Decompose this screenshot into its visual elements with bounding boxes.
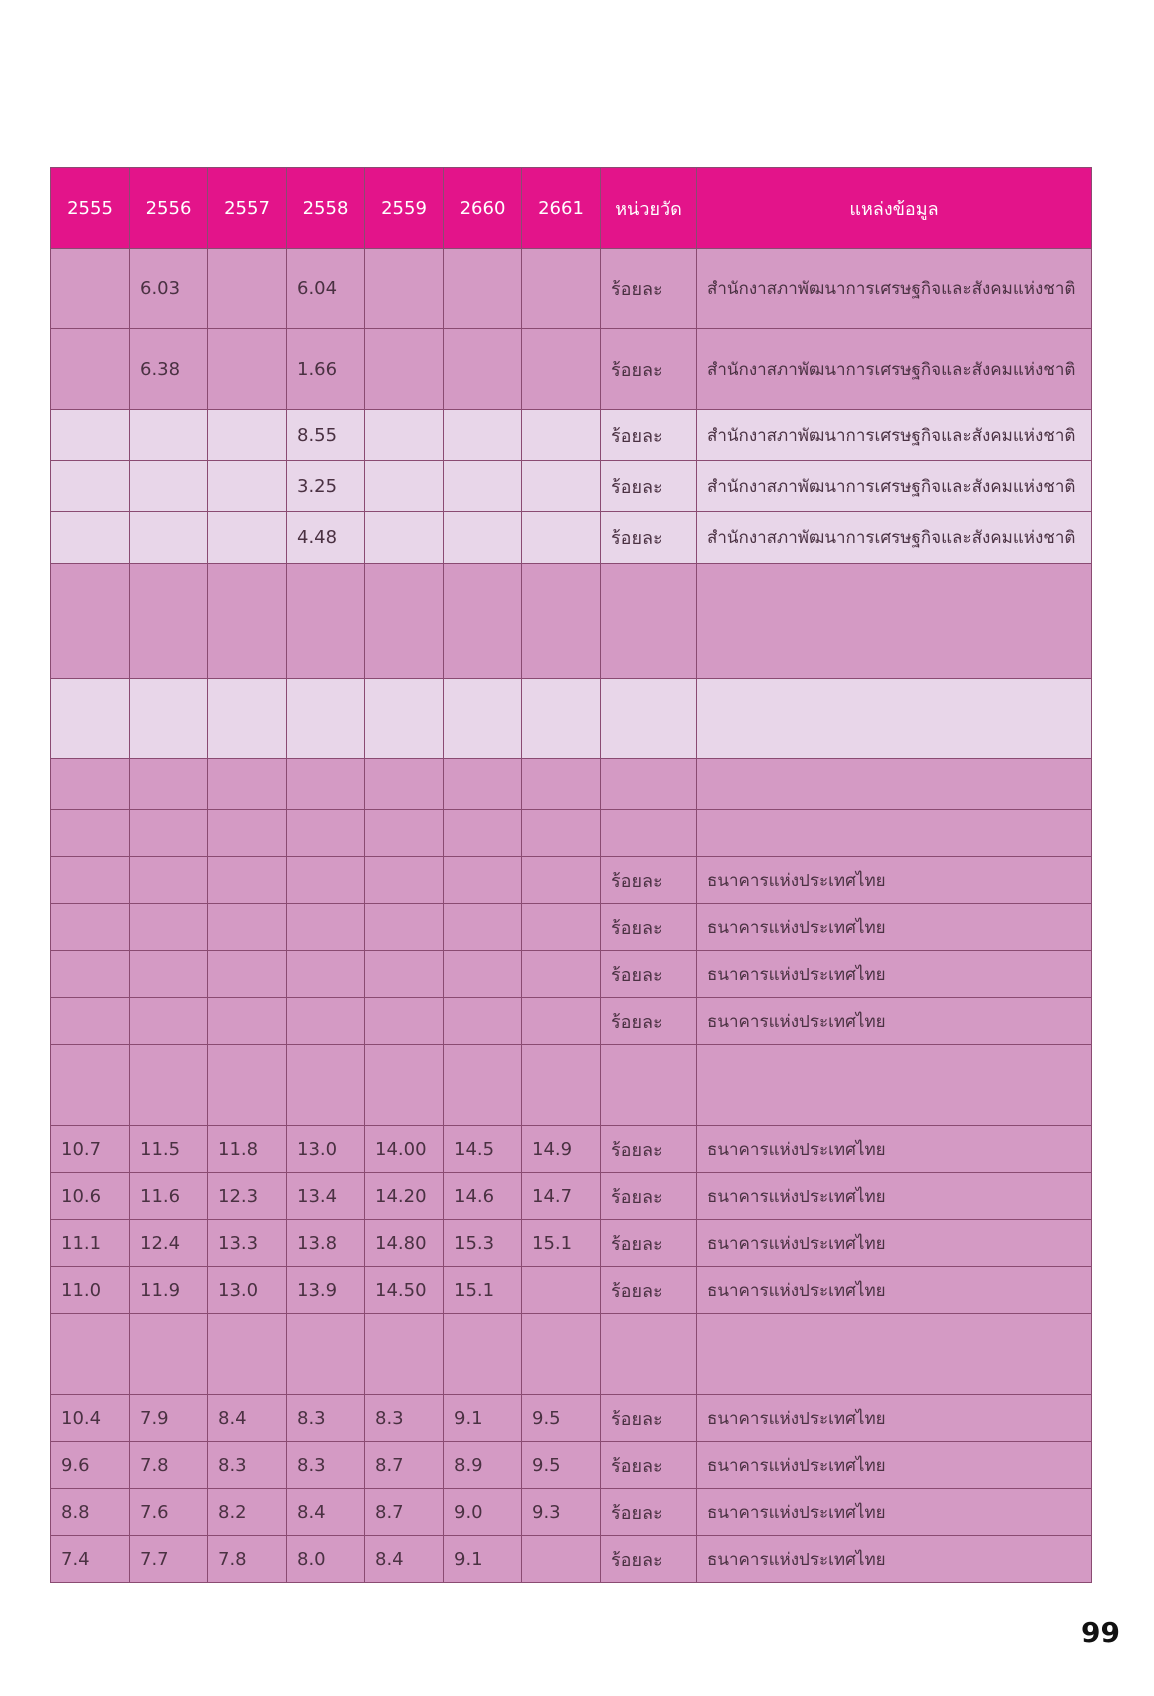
source-cell: ธนาคารแห่งประเทศไทย: [697, 1267, 1092, 1314]
value-cell: [522, 810, 601, 857]
header-cell: 2556: [130, 168, 208, 249]
value-cell: [522, 998, 601, 1045]
value-cell: 9.5: [522, 1442, 601, 1489]
value-cell: 13.8: [287, 1220, 365, 1267]
header-cell: 2661: [522, 168, 601, 249]
value-cell: [208, 410, 287, 461]
value-cell: 4.48: [287, 512, 365, 564]
value-cell: [287, 1314, 365, 1395]
value-cell: [51, 1314, 130, 1395]
table-row: [51, 1173, 1092, 1220]
value-cell: [444, 329, 522, 410]
table-row: [51, 1395, 1092, 1442]
source-cell: [697, 810, 1092, 857]
unit-cell: ร้อยละ: [601, 249, 697, 329]
value-cell: [51, 810, 130, 857]
value-cell: 11.9: [130, 1267, 208, 1314]
value-cell: [444, 759, 522, 810]
value-cell: 8.3: [287, 1442, 365, 1489]
value-cell: [287, 951, 365, 998]
value-cell: [208, 1314, 287, 1395]
value-cell: 13.4: [287, 1173, 365, 1220]
unit-cell: ร้อยละ: [601, 857, 697, 904]
value-cell: [444, 461, 522, 512]
value-cell: [130, 759, 208, 810]
value-cell: [444, 1045, 522, 1126]
value-cell: 15.3: [444, 1220, 522, 1267]
unit-cell: [601, 679, 697, 759]
value-cell: [522, 249, 601, 329]
value-cell: [51, 461, 130, 512]
value-cell: [130, 564, 208, 679]
source-cell: [697, 679, 1092, 759]
unit-cell: ร้อยละ: [601, 512, 697, 564]
value-cell: [522, 1045, 601, 1126]
value-cell: 8.9: [444, 1442, 522, 1489]
value-cell: 9.5: [522, 1395, 601, 1442]
value-cell: 13.3: [208, 1220, 287, 1267]
value-cell: [522, 679, 601, 759]
value-cell: 8.3: [365, 1395, 444, 1442]
unit-cell: ร้อยละ: [601, 1220, 697, 1267]
value-cell: 10.7: [51, 1126, 130, 1173]
unit-cell: ร้อยละ: [601, 1267, 697, 1314]
unit-cell: ร้อยละ: [601, 1489, 697, 1536]
value-cell: [208, 461, 287, 512]
value-cell: 11.0: [51, 1267, 130, 1314]
source-cell: ธนาคารแห่งประเทศไทย: [697, 904, 1092, 951]
value-cell: 8.8: [51, 1489, 130, 1536]
table-row: [51, 904, 1092, 951]
value-cell: [522, 1536, 601, 1583]
unit-cell: [601, 810, 697, 857]
value-cell: [208, 998, 287, 1045]
source-cell: [697, 1045, 1092, 1126]
table-row: [51, 1489, 1092, 1536]
value-cell: [444, 998, 522, 1045]
value-cell: 8.7: [365, 1442, 444, 1489]
value-cell: 11.1: [51, 1220, 130, 1267]
value-cell: [522, 512, 601, 564]
value-cell: [365, 857, 444, 904]
unit-cell: ร้อยละ: [601, 951, 697, 998]
value-cell: [444, 857, 522, 904]
value-cell: [365, 1314, 444, 1395]
value-cell: [287, 679, 365, 759]
source-cell: [697, 1314, 1092, 1395]
table-row: [51, 461, 1092, 512]
value-cell: 8.7: [365, 1489, 444, 1536]
header-cell: 2660: [444, 168, 522, 249]
unit-cell: ร้อยละ: [601, 1536, 697, 1583]
value-cell: [287, 564, 365, 679]
value-cell: 14.20: [365, 1173, 444, 1220]
value-cell: 14.50: [365, 1267, 444, 1314]
value-cell: [444, 904, 522, 951]
source-cell: ธนาคารแห่งประเทศไทย: [697, 1536, 1092, 1583]
table-body: [51, 249, 1092, 1583]
value-cell: [130, 1045, 208, 1126]
value-cell: 10.4: [51, 1395, 130, 1442]
value-cell: [130, 1314, 208, 1395]
unit-cell: ร้อยละ: [601, 1395, 697, 1442]
table-row: [51, 951, 1092, 998]
table-row: [51, 1442, 1092, 1489]
value-cell: 7.8: [208, 1536, 287, 1583]
value-cell: [365, 679, 444, 759]
value-cell: [208, 951, 287, 998]
value-cell: 8.0: [287, 1536, 365, 1583]
unit-cell: ร้อยละ: [601, 1126, 697, 1173]
unit-cell: ร้อยละ: [601, 998, 697, 1045]
value-cell: 1.66: [287, 329, 365, 410]
value-cell: [365, 329, 444, 410]
source-cell: ธนาคารแห่งประเทศไทย: [697, 1395, 1092, 1442]
value-cell: [444, 249, 522, 329]
value-cell: [444, 512, 522, 564]
value-cell: 11.5: [130, 1126, 208, 1173]
value-cell: 9.1: [444, 1395, 522, 1442]
value-cell: 9.1: [444, 1536, 522, 1583]
value-cell: 6.04: [287, 249, 365, 329]
value-cell: 14.9: [522, 1126, 601, 1173]
value-cell: 6.38: [130, 329, 208, 410]
value-cell: [130, 904, 208, 951]
value-cell: [444, 951, 522, 998]
source-cell: ธนาคารแห่งประเทศไทย: [697, 1126, 1092, 1173]
unit-cell: ร้อยละ: [601, 904, 697, 951]
value-cell: 7.6: [130, 1489, 208, 1536]
value-cell: [522, 461, 601, 512]
table-row: [51, 249, 1092, 329]
table-row: [51, 512, 1092, 564]
value-cell: 8.4: [287, 1489, 365, 1536]
page-number: 99: [1081, 1616, 1120, 1649]
value-cell: [51, 679, 130, 759]
value-cell: [287, 810, 365, 857]
source-cell: ธนาคารแห่งประเทศไทย: [697, 951, 1092, 998]
value-cell: [51, 904, 130, 951]
table-row: [51, 1220, 1092, 1267]
value-cell: [208, 249, 287, 329]
value-cell: [130, 810, 208, 857]
value-cell: 14.7: [522, 1173, 601, 1220]
value-cell: [365, 759, 444, 810]
value-cell: [365, 512, 444, 564]
value-cell: 14.6: [444, 1173, 522, 1220]
data-table: [50, 167, 1092, 1583]
value-cell: [130, 512, 208, 564]
unit-cell: ร้อยละ: [601, 410, 697, 461]
value-cell: [208, 679, 287, 759]
value-cell: 7.9: [130, 1395, 208, 1442]
unit-cell: [601, 1314, 697, 1395]
header-cell: 2559: [365, 168, 444, 249]
source-cell: สำนักงาสภาพัฒนาการเศรษฐกิจและสังคมแห่งชาติ: [697, 329, 1092, 410]
unit-cell: [601, 759, 697, 810]
value-cell: [365, 564, 444, 679]
value-cell: [365, 951, 444, 998]
value-cell: [51, 249, 130, 329]
value-cell: [208, 512, 287, 564]
value-cell: [365, 904, 444, 951]
table-row: [51, 1126, 1092, 1173]
table-row: [51, 759, 1092, 810]
header-row: [51, 168, 1092, 249]
value-cell: [444, 810, 522, 857]
value-cell: 13.0: [287, 1126, 365, 1173]
value-cell: [522, 1314, 601, 1395]
value-cell: [522, 759, 601, 810]
value-cell: 14.5: [444, 1126, 522, 1173]
value-cell: [51, 564, 130, 679]
value-cell: [208, 810, 287, 857]
value-cell: [365, 1045, 444, 1126]
source-cell: ธนาคารแห่งประเทศไทย: [697, 857, 1092, 904]
value-cell: 6.03: [130, 249, 208, 329]
value-cell: 9.3: [522, 1489, 601, 1536]
value-cell: [51, 1045, 130, 1126]
value-cell: [130, 857, 208, 904]
value-cell: [365, 410, 444, 461]
value-cell: [522, 329, 601, 410]
value-cell: 13.0: [208, 1267, 287, 1314]
source-cell: [697, 564, 1092, 679]
value-cell: [208, 564, 287, 679]
value-cell: 7.8: [130, 1442, 208, 1489]
value-cell: [522, 951, 601, 998]
source-cell: ธนาคารแห่งประเทศไทย: [697, 1220, 1092, 1267]
value-cell: [51, 512, 130, 564]
value-cell: [208, 1045, 287, 1126]
source-cell: [697, 759, 1092, 810]
table-row: [51, 1536, 1092, 1583]
header-cell-source: แหล่งข้อมูล: [697, 168, 1092, 249]
unit-cell: ร้อยละ: [601, 461, 697, 512]
source-cell: สำนักงาสภาพัฒนาการเศรษฐกิจและสังคมแห่งชาติ: [697, 512, 1092, 564]
value-cell: [287, 857, 365, 904]
value-cell: [208, 857, 287, 904]
source-cell: สำนักงาสภาพัฒนาการเศรษฐกิจและสังคมแห่งชาติ: [697, 461, 1092, 512]
value-cell: [51, 759, 130, 810]
value-cell: 12.3: [208, 1173, 287, 1220]
unit-cell: ร้อยละ: [601, 329, 697, 410]
value-cell: 8.4: [365, 1536, 444, 1583]
value-cell: [365, 810, 444, 857]
header-cell-unit: หน่วยวัด: [601, 168, 697, 249]
unit-cell: ร้อยละ: [601, 1442, 697, 1489]
table-row: [51, 410, 1092, 461]
value-cell: 8.4: [208, 1395, 287, 1442]
header-cell: 2558: [287, 168, 365, 249]
value-cell: [51, 998, 130, 1045]
value-cell: [522, 904, 601, 951]
value-cell: [365, 249, 444, 329]
value-cell: [130, 951, 208, 998]
value-cell: [287, 759, 365, 810]
value-cell: [51, 857, 130, 904]
unit-cell: [601, 564, 697, 679]
value-cell: 11.6: [130, 1173, 208, 1220]
value-cell: [51, 329, 130, 410]
value-cell: 15.1: [522, 1220, 601, 1267]
value-cell: 3.25: [287, 461, 365, 512]
value-cell: 14.00: [365, 1126, 444, 1173]
value-cell: [522, 857, 601, 904]
value-cell: [130, 998, 208, 1045]
source-cell: ธนาคารแห่งประเทศไทย: [697, 1489, 1092, 1536]
value-cell: 12.4: [130, 1220, 208, 1267]
value-cell: 14.80: [365, 1220, 444, 1267]
value-cell: [444, 679, 522, 759]
value-cell: [444, 1314, 522, 1395]
table-row: [51, 857, 1092, 904]
value-cell: [287, 1045, 365, 1126]
value-cell: 8.3: [287, 1395, 365, 1442]
table-row: [51, 998, 1092, 1045]
value-cell: [287, 998, 365, 1045]
source-cell: ธนาคารแห่งประเทศไทย: [697, 1173, 1092, 1220]
value-cell: [130, 679, 208, 759]
value-cell: [522, 1267, 601, 1314]
value-cell: [444, 564, 522, 679]
value-cell: 8.2: [208, 1489, 287, 1536]
value-cell: [208, 904, 287, 951]
table-row: [51, 1314, 1092, 1395]
header-cell: 2557: [208, 168, 287, 249]
table-row: [51, 1267, 1092, 1314]
value-cell: [522, 564, 601, 679]
value-cell: [51, 951, 130, 998]
value-cell: 8.3: [208, 1442, 287, 1489]
source-cell: สำนักงาสภาพัฒนาการเศรษฐกิจและสังคมแห่งชาติ: [697, 410, 1092, 461]
value-cell: 13.9: [287, 1267, 365, 1314]
value-cell: 7.4: [51, 1536, 130, 1583]
table-row: [51, 810, 1092, 857]
value-cell: [365, 998, 444, 1045]
source-cell: สำนักงาสภาพัฒนาการเศรษฐกิจและสังคมแห่งชาติ: [697, 249, 1092, 329]
value-cell: 11.8: [208, 1126, 287, 1173]
table-row: [51, 564, 1092, 679]
value-cell: 7.7: [130, 1536, 208, 1583]
value-cell: [130, 461, 208, 512]
value-cell: 9.0: [444, 1489, 522, 1536]
source-cell: ธนาคารแห่งประเทศไทย: [697, 1442, 1092, 1489]
unit-cell: ร้อยละ: [601, 1173, 697, 1220]
value-cell: [365, 461, 444, 512]
value-cell: [208, 759, 287, 810]
table-row: [51, 329, 1092, 410]
value-cell: 8.55: [287, 410, 365, 461]
source-cell: ธนาคารแห่งประเทศไทย: [697, 998, 1092, 1045]
value-cell: [208, 329, 287, 410]
value-cell: [130, 410, 208, 461]
value-cell: 10.6: [51, 1173, 130, 1220]
table-row: [51, 679, 1092, 759]
value-cell: 15.1: [444, 1267, 522, 1314]
header-cell: 2555: [51, 168, 130, 249]
unit-cell: [601, 1045, 697, 1126]
value-cell: [522, 410, 601, 461]
value-cell: 9.6: [51, 1442, 130, 1489]
value-cell: [287, 904, 365, 951]
table-row: [51, 1045, 1092, 1126]
value-cell: [51, 410, 130, 461]
value-cell: [444, 410, 522, 461]
